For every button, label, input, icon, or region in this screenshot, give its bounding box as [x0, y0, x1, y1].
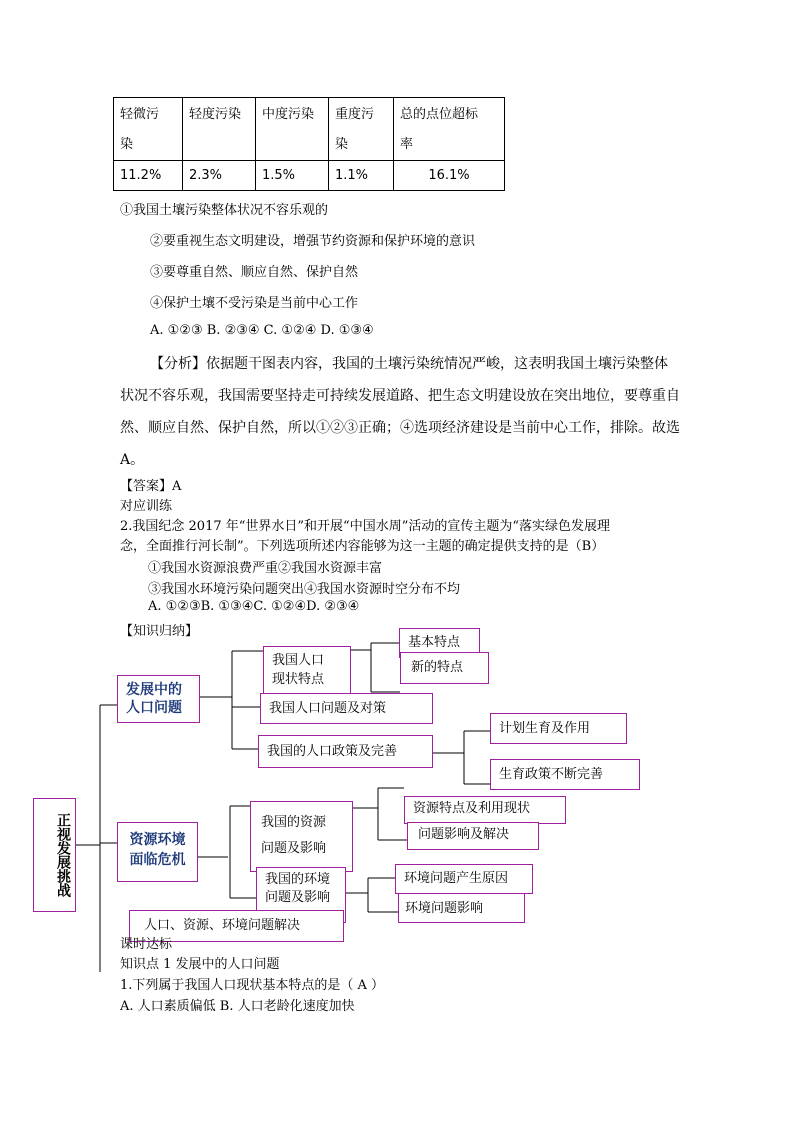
- review-heading: 课时达标: [120, 937, 173, 952]
- resource-problem-node: 我国的资源 问题及影响: [250, 801, 353, 872]
- q1-option-4: ④保护土壤不受污染是当前中心工作: [150, 296, 359, 311]
- answer: 【答案】A: [120, 479, 182, 494]
- table-header-cell: 轻微污 染: [114, 98, 183, 161]
- branch-resource-node: 资源环境 面临危机: [117, 822, 198, 882]
- table-header-cell: 总的点位超标 率: [394, 98, 505, 161]
- review-question: 1.下列属于我国人口现状基本特点的是（ A ）: [120, 978, 385, 993]
- analysis-line: 然、顺应自然、保护自然，所以①②③正确；④选项经济建设是当前中心工作，排除。故选: [120, 420, 680, 436]
- review-choices: A. 人口素质偏低 B. 人口老龄化速度加快: [120, 999, 355, 1014]
- environment-problem-node: 我国的环境 问题及影响: [256, 867, 346, 923]
- table-cell: 11.2%: [114, 161, 183, 191]
- analysis-line: 【分析】依据题干图表内容，我国的土壤污染统情况严峻，这表明我国土壤污染整体: [150, 356, 668, 372]
- q2-options: ①我国水资源浪费严重②我国水资源丰富: [148, 561, 383, 576]
- policy-improve-node: 生育政策不断完善: [490, 759, 640, 790]
- population-status-node: 我国人口 现状特点: [263, 646, 351, 694]
- new-features-node: 新的特点: [400, 652, 489, 684]
- table-header-cell: 轻度污染: [183, 98, 256, 161]
- table-cell: 1.5%: [256, 161, 329, 191]
- table-cell: 1.1%: [329, 161, 394, 191]
- environment-impact-node: 环境问题影响: [398, 893, 525, 923]
- analysis-line: A。: [120, 452, 145, 468]
- table-cell: 2.3%: [183, 161, 256, 191]
- population-policy-node: 我国的人口政策及完善: [258, 735, 433, 768]
- resource-status-node: 资源特点及利用现状: [404, 796, 566, 824]
- q2-stem: 2.我国纪念 2017 年“世界水日”和开展“中国水周”活动的宣传主题为“落实绿色发展理: [120, 519, 610, 534]
- population-problem-node: 我国人口问题及对策: [260, 693, 433, 724]
- q1-option-3: ③要尊重自然、顺应自然、保护自然: [150, 265, 359, 280]
- knowledge-point: 知识点 1 发展中的人口问题: [120, 957, 280, 972]
- table-header-cell: 中度污染: [256, 98, 329, 161]
- resource-impact-node: 问题影响及解决: [407, 822, 539, 850]
- basic-features-node: 基本特点: [399, 628, 480, 658]
- solution-node: 人口、资源、环境问题解决: [129, 910, 344, 942]
- q2-stem: 念，全面推行河长制”。下列选项所述内容能够为这一主题的确定提供支持的是（B）: [120, 539, 605, 554]
- knowledge-heading: 【知识归纳】: [120, 624, 199, 639]
- q1-option-2: ②要重视生态文明建设，增强节约资源和保护环境的意识: [150, 234, 476, 249]
- analysis-line: 状况不容乐观，我国需要坚持走可持续发展道路、把生态文明建设放在突出地位，要尊重自: [120, 388, 680, 404]
- q1-option-1: ①我国土壤污染整体状况不容乐观的: [120, 203, 329, 218]
- q1-choices: A. ①②③ B. ②③④ C. ①②④ D. ①③④: [150, 323, 374, 338]
- training-heading: 对应训练: [120, 499, 173, 514]
- root-node: 正视发展挑战: [33, 798, 76, 912]
- environment-cause-node: 环境问题产生原因: [395, 864, 533, 894]
- family-planning-node: 计划生育及作用: [490, 713, 627, 744]
- q2-options: ③我国水环境污染问题突出④我国水资源时空分布不均: [148, 582, 461, 597]
- q2-choices: A. ①②③B. ①③④C. ①②④D. ②③④: [148, 599, 360, 614]
- table-cell: 16.1%: [394, 161, 505, 191]
- branch-population-node: 发展中的人口问题: [117, 675, 200, 723]
- table-header-cell: 重度污 染: [329, 98, 394, 161]
